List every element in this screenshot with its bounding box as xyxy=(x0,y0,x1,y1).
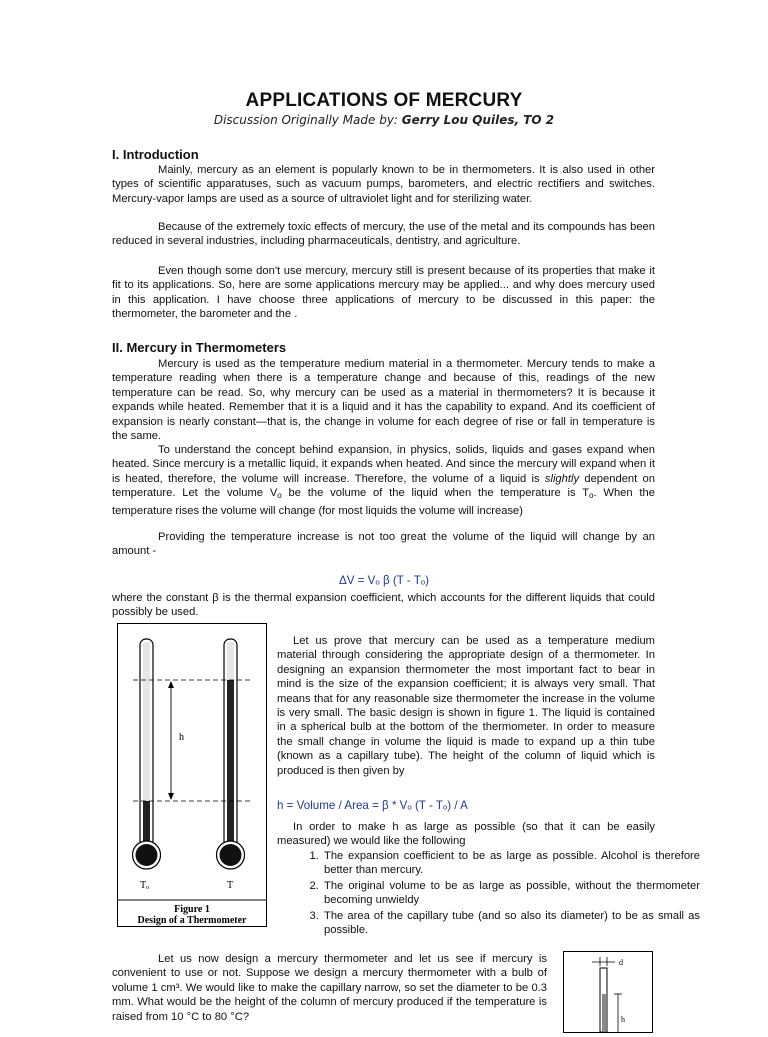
list-item: 1. The expansion coefficient to be as large as possible. Alcohol is therefore better than mercury. xyxy=(322,849,700,878)
expansion-formula: ΔV = Vₒ β (T - Tₒ) xyxy=(338,574,430,587)
intro-paragraph-2: Because of the extremely toxic effects of mercury, the use of the metal and its compounds has been reduced in several industries, including pharmaceuticals, dentistry, and agriculture. xyxy=(112,221,655,248)
p2-text-c: be the volume of the liquid when the temperature is T xyxy=(281,487,590,500)
thermo-paragraph-4: Let us prove that mercury can be used as a temperature medium material through considering the appropriate design of a thermometer. In designing an expansion thermometer the most important fact to bear in mind is the size of the expansion coefficient; it is always very small. That means that for any reasonable size thermometer the increase in the volume is very small. The basic design is shown in figure 1. The liquid is contained in a spherical bulb at the bottom of the thermometer. In order to measure the small change in volume the liquid is made to expand up a thin tube (known as a capillary tube). The height of the column of liquid which is produced is then given by xyxy=(277,635,655,777)
thermometer-diagram xyxy=(118,624,266,926)
p2-italic: slightly xyxy=(544,472,580,485)
t-label: T xyxy=(227,880,234,891)
p2-text-d: . When the temperature rises the volume will change (for most liquids the volume will increase) xyxy=(112,487,655,517)
right-bulb xyxy=(220,844,242,866)
p2-sub-1: o xyxy=(277,491,282,501)
d-label: d xyxy=(619,958,623,967)
section-heading-introduction: I. Introduction xyxy=(112,147,199,162)
left-bulb xyxy=(136,844,158,866)
thermo-paragraph-2 xyxy=(112,443,655,518)
design-requirements-list xyxy=(277,849,700,938)
right-mercury-column xyxy=(227,680,234,850)
thermo-paragraph-5: In order to make h as large as possible (so that it can be easily measured) we would like the following xyxy=(277,821,655,848)
figure-1 xyxy=(117,623,267,927)
h2-label: h xyxy=(621,1015,625,1024)
figure-caption-subtitle: Design of a Thermometer xyxy=(137,915,247,926)
capillary-diagram xyxy=(564,952,652,1032)
list-item: 3. The area of the capillary tube (and so also its diameter) to be as small as possible. xyxy=(322,909,700,938)
p2-sub-2: o xyxy=(589,491,594,501)
figure-caption-title: Figure 1 xyxy=(174,904,210,915)
left-tube-inner xyxy=(143,642,150,802)
list-item: 2. The original volume to be as large as possible, without the thermometer becoming unwieldy xyxy=(322,879,700,908)
thermo-paragraph-1: Mercury is used as the temperature medium material in a thermometer. Mercury tends to make a temperature reading when there is a temperature change and because of this, readings of the new temperature can be read. So, why mercury can be used as a material in thermometers? It is because it expands while heated. Remember that it is a liquid and it has the capability to expand. And its coefficient of expansion is nearly constant—that is, the change in volume for each degree of rise or fall in temperature is the same. xyxy=(112,358,655,443)
document-title: APPLICATIONS OF MERCURY xyxy=(245,90,523,111)
thermo-paragraph-3: Providing the temperature increase is not too great the volume of the liquid will change by an amount - xyxy=(112,531,655,558)
subtitle-prefix: Discussion Originally Made by: xyxy=(213,113,402,127)
subtitle-author: Gerry Lou Quiles, TO 2 xyxy=(401,113,555,127)
thermo-paragraph-6: Let us now design a mercury thermometer and let us see if mercury is convenient to use or not. Suppose we design a mercury thermometer with a bulb of volume 1 cm³. We would like to make the capillary narrow, so set the diameter to be 0.3 mm. What would be the height of the column of mercury produced if the temperature is raised from 10 °C to 80 °C? xyxy=(112,953,547,1023)
figure-2 xyxy=(563,951,653,1033)
section-heading-thermometers: II. Mercury in Thermometers xyxy=(112,340,287,355)
document-subtitle xyxy=(0,113,768,127)
h-arrow-head-top xyxy=(168,681,174,688)
intro-paragraph-1: Mainly, mercury as an element is popularly known to be in thermometers. It is also used in other types of scientific apparatuses, such as vacuum pumps, barometers, and electric rectifiers and switches. Mercury-vapor lamps are used as a source of ultraviolet light and for sterilizing water. xyxy=(112,164,655,205)
p2-text-a: To understand the concept behind expansion, in physics, solids, liquids and gases expand when heated. Since mercury is a metallic liquid, it expands when heated. And since the mercury will expand when it is heated, therefore, the volume will increase. Therefore, the volume of a liquid is xyxy=(112,444,655,485)
intro-paragraph-3: Even though some don't use mercury, mercury still is present because of its properties that make it fit to its applications. So, here are some applications mercury may be applied... and why does mercury used in this application. I have choose three applications of mercury to be discussed in this paper: the thermometer, the barometer and the . xyxy=(112,265,655,321)
formula-explanation: where the constant β is the thermal expansion coefficient, which accounts for the different liquids that could possibly be used. xyxy=(112,592,655,619)
h-arrow-head-bottom xyxy=(168,793,174,800)
h-label: h xyxy=(179,732,184,743)
p2-text-b: dependent on temperature. Let the volume V xyxy=(112,472,655,500)
height-formula: h = Volume / Area = β * Vₒ (T - Tₒ) / A xyxy=(277,799,468,812)
t0-label: Tₒ xyxy=(140,880,149,891)
capillary-mercury xyxy=(602,994,606,1032)
right-tube-inner xyxy=(227,642,234,680)
